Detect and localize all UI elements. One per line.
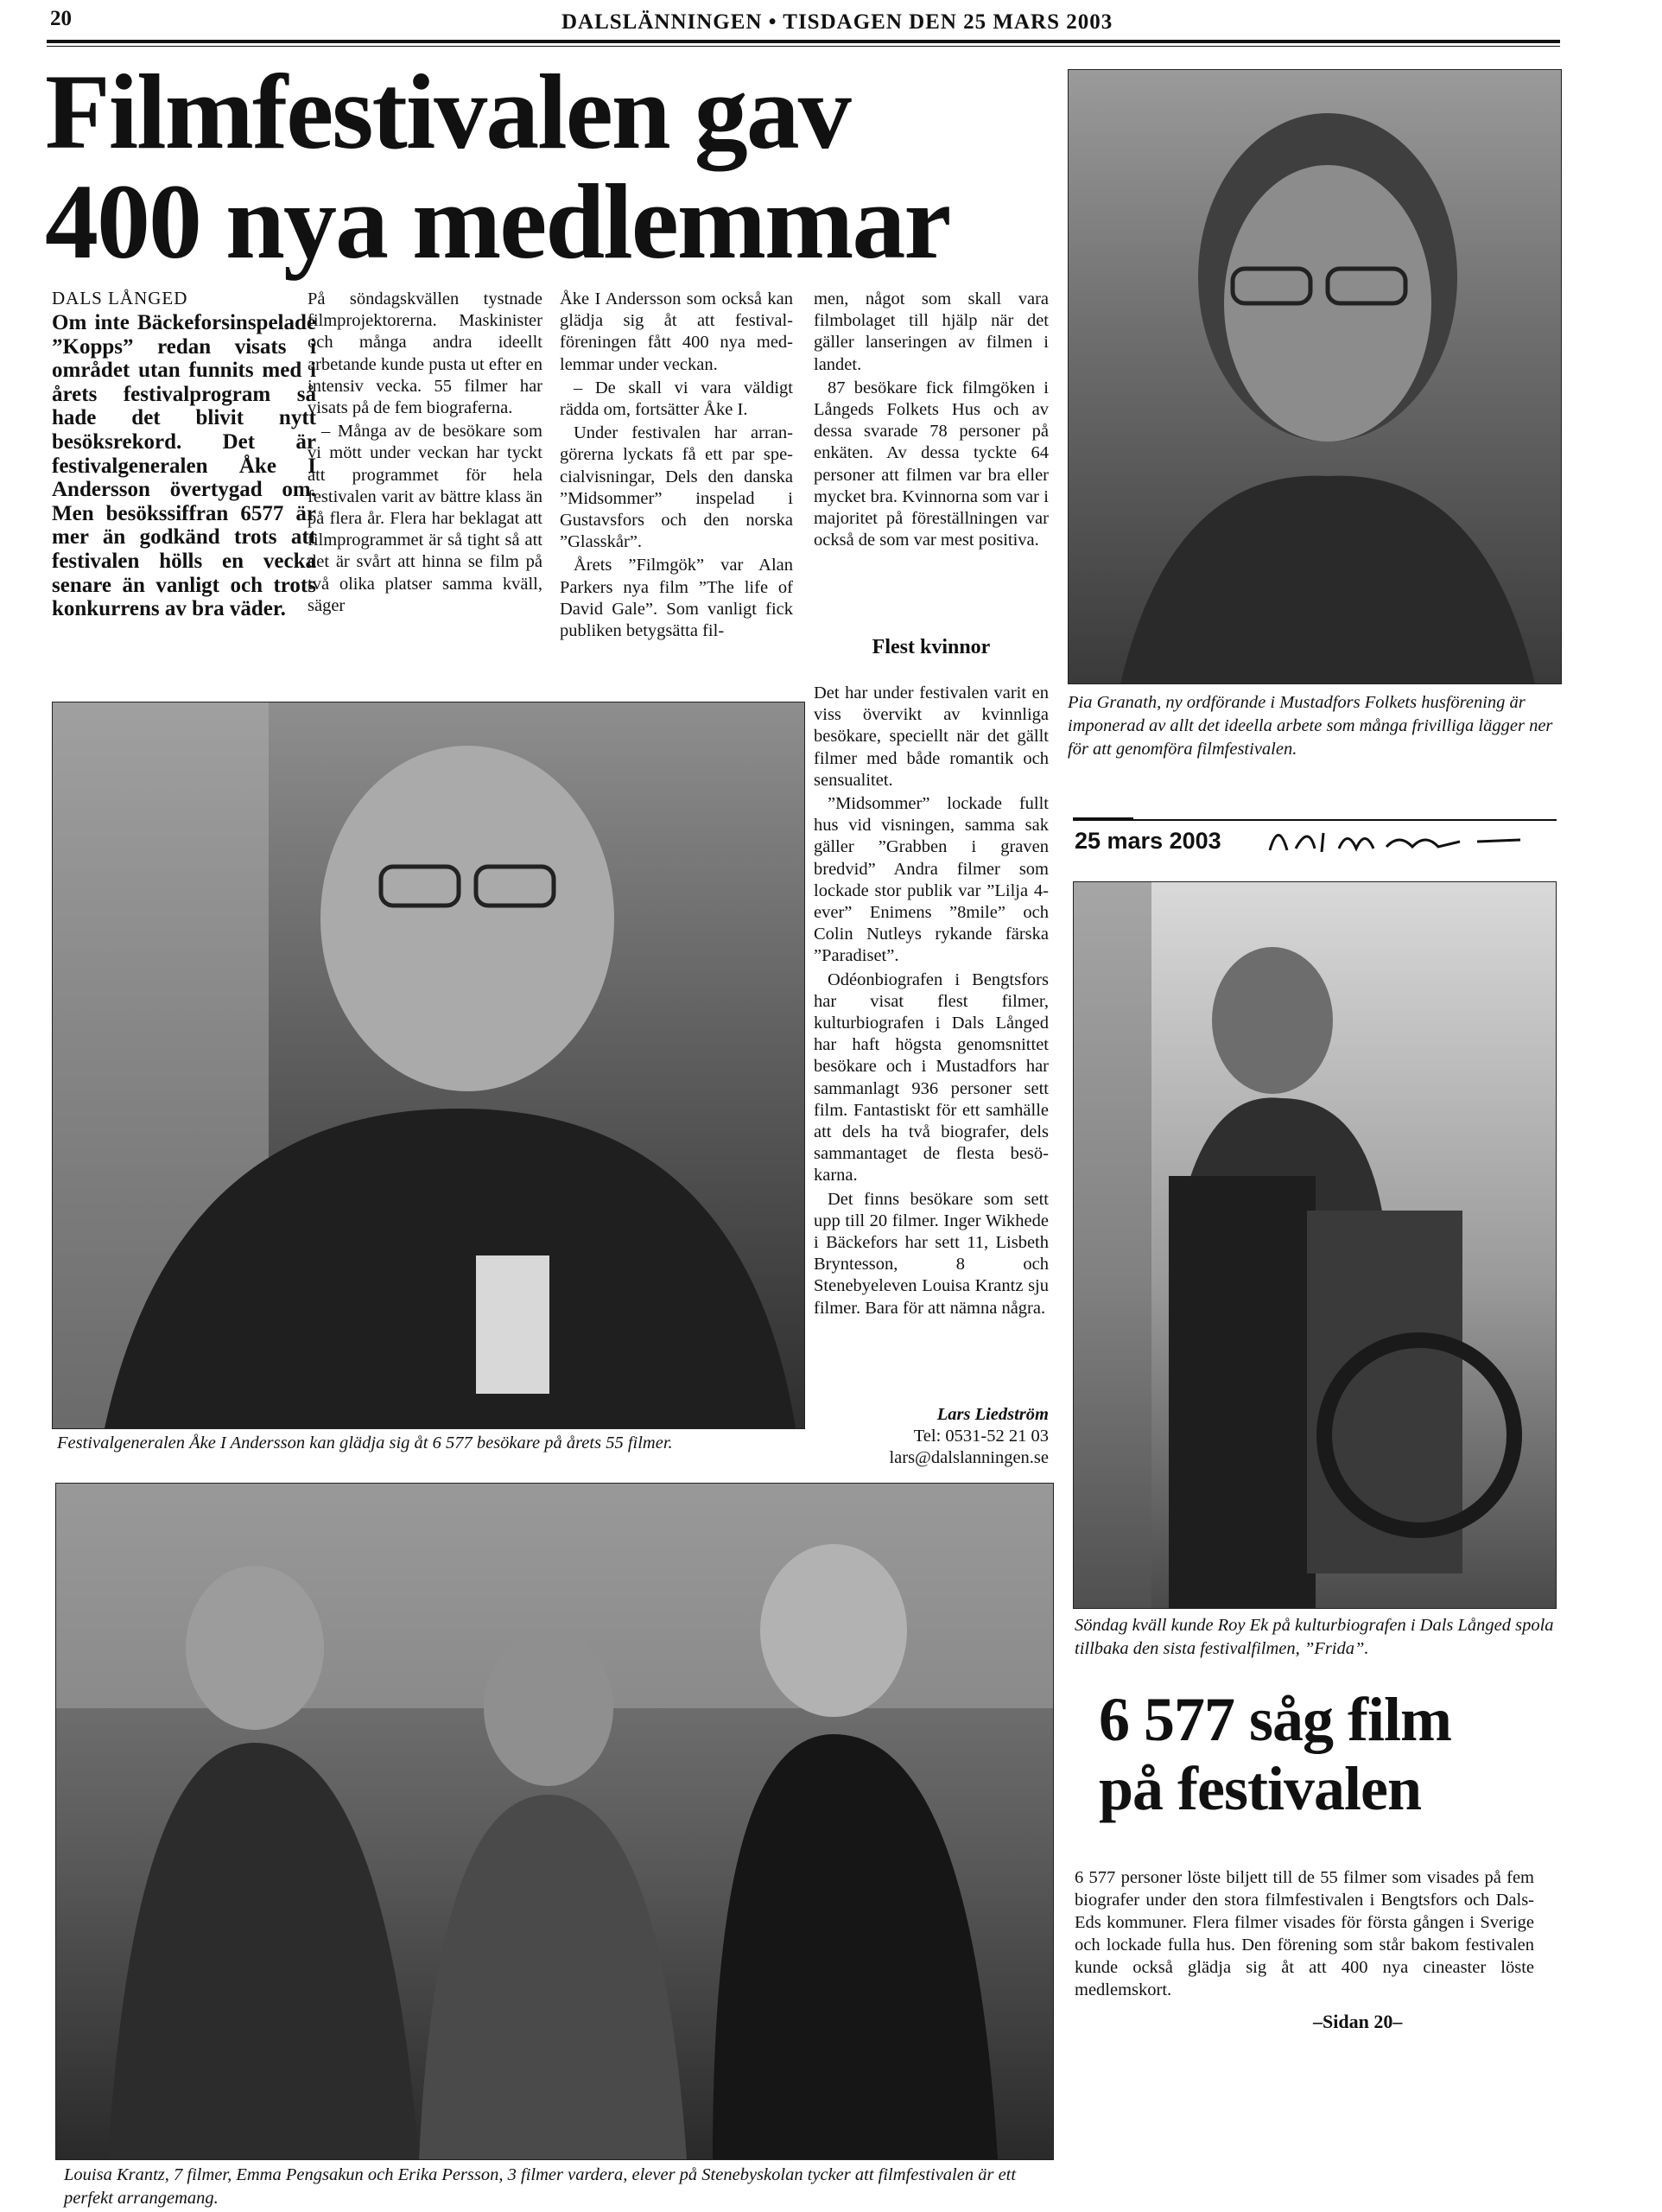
projector-scene [1074,882,1556,1608]
caption-pia: Pia Granath, ny ordförande i Mustadfors Folkets husförening är imponerad av allt det ideella arbete som många frivilliga lägger ner för att genomföra filmfestivalen. [1068,693,1553,759]
story2-headline-line-2: på festivalen [1099,1754,1421,1823]
dateline: DALS LÅNGED [52,288,188,308]
photo-students [55,1483,1054,2160]
caption-ake: Festivalgeneralen Åke I Andersson kan glädja sig åt 6 577 besökare på årets 55 filmer. [57,1433,673,1452]
portrait-silhouette [53,702,804,1428]
body-paragraph: På söndagskvällen tystnade filmprojektorerna. Maskinister och många andra ideellt arbetande kunde pusta ut efter en intensiv vecka. 55 filmer har visats på de fem biograferna. [308,289,542,418]
photo-ake-andersson [52,702,805,1429]
stamp-rule [1073,819,1557,821]
caption-roy: Söndag kväll kunde Roy Ek på kulturbiografen i Dals Långed spola tillbaka den sista festivalfilmen, ”Frida”. [1075,1616,1554,1658]
handwritten-signature [1261,816,1538,864]
story2-headline-line-1: 6 577 såg film [1099,1685,1451,1754]
page-number: 20 [50,7,72,30]
article-column-4 [814,289,1049,553]
body-paragraph: Under festivalen har arrangörerna lyckats få ett par specialvisningar, Dels den danska ”Midsommer” inspelad i Gustavsfors och den norska ”Glasskår”. [560,423,793,552]
body-paragraph: men, något som skall vara filmbolaget till hjälp när det gäller lanseringen av filmen i landet. [814,289,1049,374]
article-headline [45,53,1064,281]
body-paragraph: – De skall vi vara väldigt rädda om, fortsätter Åke I. [560,378,793,420]
photo-pia-granath [1068,69,1562,684]
article-column-2 [308,289,542,619]
byline-phone: Tel: 0531-52 21 03 [913,1427,1049,1446]
headline-line-2: 400 nya medlemmar [45,162,950,281]
clipping-date: 25 mars 2003 [1075,828,1221,854]
portrait-silhouette [1069,70,1561,683]
body-paragraph: Årets ”Filmgök” var Alan Parkers nya film ”The life of David Gale”. Som vanligt fick publiken betygsätta fil- [560,556,793,641]
body-paragraph: Åke I Andersson som också kan glädja sig åt att festivalföreningen fått 400 nya medlemmar under veckan. [560,289,793,374]
body-paragraph: ”Midsommer” lockade fullt hus vid visningen, samma sak gäller ”Grabben i graven bredvid” Andra filmer som lockade stor publik var ”Lilja 4-ever” Enimens ”8mile” och Colin Nutleys rykande färska ”Paradiset”. [814,794,1049,966]
headline-line-1: Filmfestivalen gav [45,53,850,171]
story2-page-ref: –Sidan 20– [1313,2011,1403,2032]
group-silhouette [56,1484,1053,2159]
caption-students: Louisa Krantz, 7 filmer, Emma Pengsakun och Erika Persson, 3 filmer vardera, elever på Stenebyskolan tycker att filmfestivalen är ett perfekt arrangemang. [64,2165,1017,2208]
header-rule [47,40,1560,43]
byline [814,1404,1049,1469]
photo-roy-ek [1073,881,1557,1609]
article-column-4-continued [814,683,1049,1321]
masthead: DALSLÄNNINGEN • TISDAGEN DEN 25 MARS 2003 [561,10,1113,34]
byline-email[interactable]: lars@dalslanningen.se [889,1448,1049,1467]
body-paragraph: Odéonbiografen i Bengtsfors har visat flest filmer, kulturbiografen i Dals Långed har haft högsta genomsnittet besökare och i Mustadfors har sammanlagt 936 personer sett film. Fantastiskt för ett samhälle att dels ha två biografer, dels sammantaget de flesta besökarna. [814,969,1049,1185]
body-paragraph: 87 besökare fick filmgöken i Långeds Folkets Hus och av dessa svarade 78 personer på enkäten. Av dessa tyckte 64 personer att filmen var bra eller mycket bra. Kvinnorna som var i majoritet på föreställningen var också de som var mest positiva. [814,378,1049,550]
body-paragraph: Det finns besökare som sett upp till 20 filmer. Inger Wikhede i Bäckefors har sett 11, Lisbeth Bryntesson, 8 och Stenebyeleven Louisa Krantz sju filmer. Bara för att nämna några. [814,1189,1049,1318]
body-paragraph: Det har under festivalen varit en viss övervikt av kvinnliga besökare, speciellt när det gällt filmer med både romantik och sensualitet. [814,683,1049,790]
story2-headline [1099,1685,1583,1823]
body-paragraph: – Många av de besökare som vi mött under veckan har tyckt att programmet för hela festivalen varit av bättre klass än på flera år. Flera har beklagat att filmprogrammet är så tight så att det är svårt att hinna se film på två olika platser samma kväll, säger [308,422,542,615]
article-subhead: Flest kvinnor [872,636,991,658]
lead-paragraph: Om inte Bäckeforsinspelade ”Kopps” redan visats i området utan funnits med i årets festivalprogram så hade det blivit nytt besöksrekord. Det är festivalgeneralen Åke I Andersson övertygad om. Men besökssiffran 6577 är mer än godkänd trots att festivalen hölls en vecka senare än vanligt och trots konkurrens av bra väder. [52,311,316,621]
header-rule-thin [47,46,1560,47]
byline-name: Lars Liedström [936,1405,1049,1424]
story2-body: 6 577 personer löste biljett till de 55 filmer som visades på fem biografer under den stora filmfestivalen i Bengtsfors och Dals-Eds kommuner. Flera filmer visades för första gången i Sverige och lockade fulla hus. Den förening som står bakom festivalen kunde också glädja sig åt att 400 nya cineaster löste medlemskort. [1075,1868,1534,1999]
article-column-3 [560,289,793,644]
